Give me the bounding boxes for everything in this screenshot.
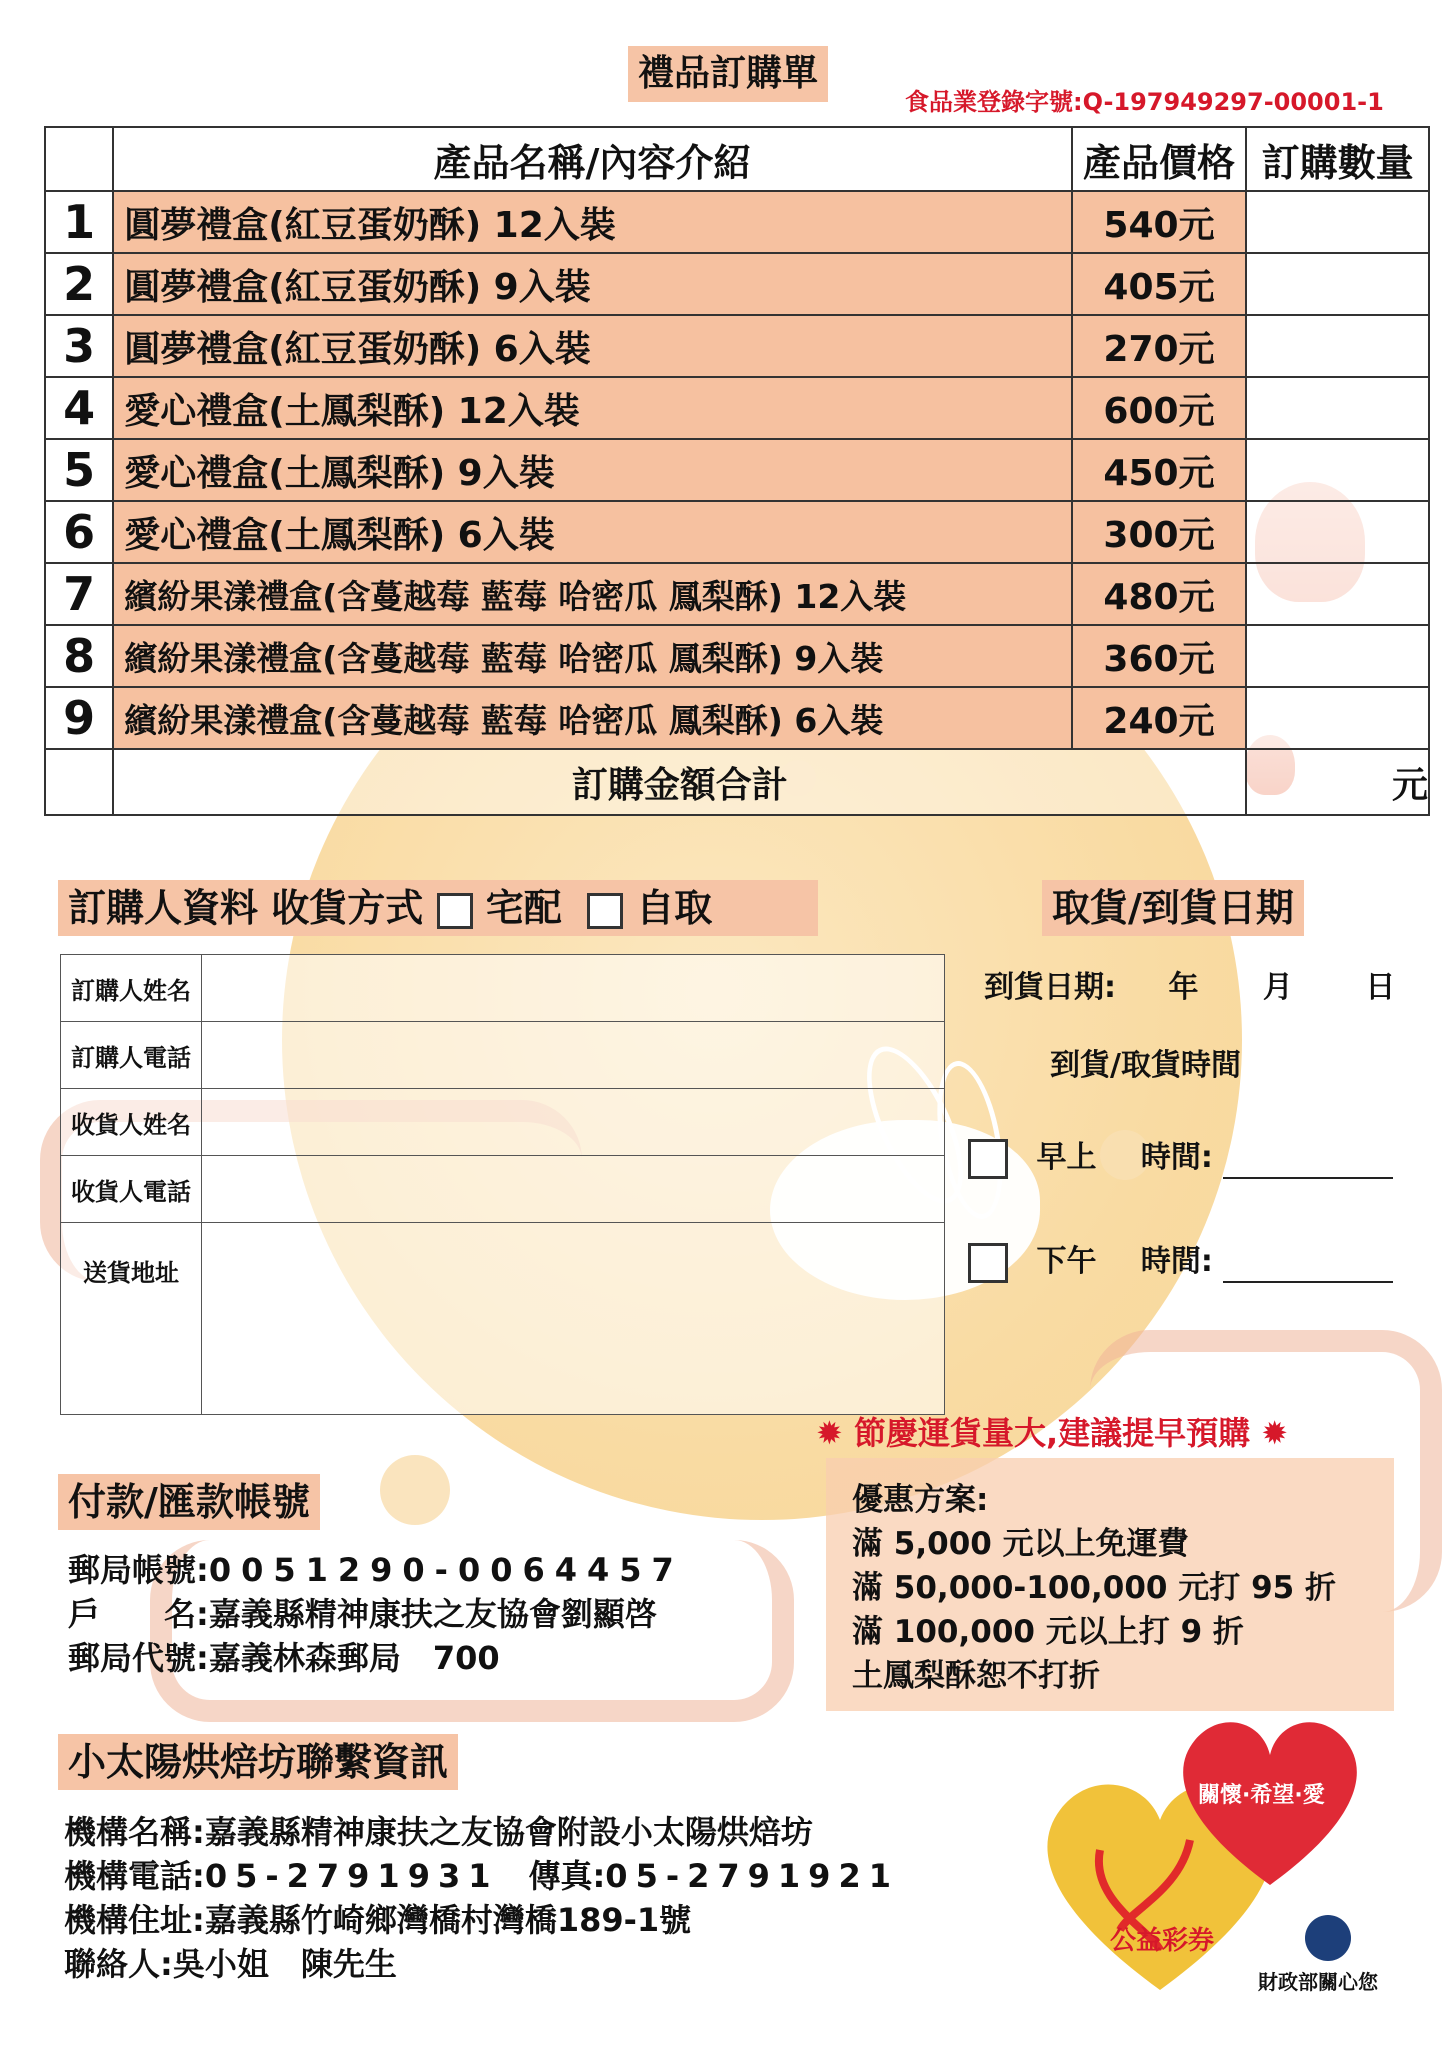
form-row [61,955,945,1022]
arrival-date-label: 到貨日期: [984,970,1116,1005]
pickup-checkbox[interactable] [587,893,623,929]
product-name: 繽紛果漾禮盒(含蔓越莓 藍莓 哈密瓜 鳳梨酥) 9入裝 [113,625,1071,687]
month-label[interactable]: 月 [1262,970,1293,1005]
header-index [45,127,113,191]
product-price: 240元 [1072,687,1247,749]
header-price: 產品價格 [1072,127,1247,191]
fax-number: 05-2791921 [605,1857,899,1895]
header-name: 產品名稱/內容介紹 [113,127,1071,191]
date-heading: 取貨/到貨日期 [1042,880,1304,936]
product-name: 愛心禮盒(土鳳梨酥) 6入裝 [113,501,1071,563]
product-price: 540元 [1072,191,1247,253]
registration-number: 食品業登錄字號:Q-197949297-00001-1 [905,88,1384,116]
row-number: 1 [45,191,113,253]
promo-title: 優惠方案: [852,1482,989,1518]
receiver-phone-label: 收貨人電話 [61,1156,202,1223]
total-unit[interactable]: 元 [1246,749,1429,815]
receiver-phone-field[interactable] [202,1156,945,1223]
total-row [45,749,1429,815]
total-label: 訂購金額合計 [113,749,1246,815]
red-heart-text: 關懷·希望·愛 [1198,1783,1325,1808]
day-label[interactable]: 日 [1365,970,1396,1005]
product-table [44,126,1430,816]
form-row [61,1022,945,1089]
buyer-heading: 訂購人資料 [68,886,259,930]
row-number: 7 [45,563,113,625]
quantity-cell[interactable] [1246,501,1429,563]
table-row [45,687,1429,749]
table-header-row [45,127,1429,191]
branch-name: 嘉義林森郵局 700 [208,1639,500,1677]
star-icon: ✹ [1261,1414,1289,1452]
product-price: 600元 [1072,377,1247,439]
product-price: 270元 [1072,315,1247,377]
table-row [45,625,1429,687]
holder-label: 戶 名: [68,1595,209,1633]
table-row [45,501,1429,563]
arrival-date-row [984,962,1414,1006]
row-number: 2 [45,253,113,315]
morning-row [968,1132,1393,1179]
quantity-cell[interactable] [1246,439,1429,501]
morning-checkbox[interactable] [968,1139,1008,1179]
phone-number: 05-2791931 [204,1857,499,1895]
quantity-cell[interactable] [1246,253,1429,315]
red-heart-logo [1170,1700,1370,1890]
row-number: 8 [45,625,113,687]
payment-heading: 付款/匯款帳號 [58,1474,320,1530]
time-label: 時間: [1140,1140,1213,1175]
table-row [45,563,1429,625]
receiver-name-field[interactable] [202,1089,945,1156]
account-row [68,1548,684,1592]
shipping-notice [816,1408,1288,1454]
org-row [64,1810,899,1854]
branch-row [68,1636,684,1680]
product-name: 圓夢禮盒(紅豆蛋奶酥) 6入裝 [113,315,1071,377]
person-row [64,1942,899,1986]
person-label: 聯絡人: [64,1945,173,1983]
product-name: 圓夢禮盒(紅豆蛋奶酥) 12入裝 [113,191,1071,253]
quantity-cell[interactable] [1246,625,1429,687]
product-price: 405元 [1072,253,1247,315]
product-price: 480元 [1072,563,1247,625]
address-row [64,1898,899,1942]
promo-line: 土鳳梨酥恕不打折 [852,1658,1100,1694]
buyer-name-field[interactable] [202,955,945,1022]
address-text: 嘉義縣竹崎鄉灣橋村灣橋189-1號 [204,1901,692,1939]
receiver-name-label: 收貨人姓名 [61,1089,202,1156]
afternoon-time-input[interactable] [1223,1251,1393,1283]
delivery-heading: 收貨方式 [271,886,424,930]
address-field[interactable] [202,1223,945,1415]
phone-label: 機構電話: [64,1857,205,1895]
contact-heading: 小太陽烘焙坊聯繫資訊 [58,1734,458,1790]
row-number: 3 [45,315,113,377]
phone-row [64,1854,899,1898]
promo-line: 滿 100,000 元以上打 9 折 [852,1614,1244,1650]
quantity-cell[interactable] [1246,315,1429,377]
total-index-cell [45,749,113,815]
product-name: 愛心禮盒(土鳳梨酥) 9入裝 [113,439,1071,501]
holder-row [68,1592,684,1636]
buyer-phone-field[interactable] [202,1022,945,1089]
table-row [45,377,1429,439]
pickup-label: 自取 [636,886,713,930]
ministry-logo-icon [1305,1915,1351,1961]
promo-line: 滿 5,000 元以上免運費 [852,1526,1189,1562]
notice-text: 節慶運貨量大,建議提早預購 [853,1414,1251,1452]
ministry-text: 財政部關心您 [1258,1970,1378,1994]
page-title: 禮品訂購單 [628,46,828,102]
person-names: 吳小姐 陳先生 [172,1945,397,1983]
afternoon-label: 下午 [1036,1244,1097,1279]
form-row [61,1089,945,1156]
morning-label: 早上 [1036,1140,1097,1175]
row-number: 5 [45,439,113,501]
header-qty: 訂購數量 [1246,127,1429,191]
table-row [45,315,1429,377]
star-icon: ✹ [816,1414,843,1452]
morning-time-input[interactable] [1223,1147,1393,1179]
account-number: 0051290-0064457 [208,1551,684,1589]
afternoon-row [968,1236,1393,1283]
buyer-form [60,954,945,1415]
row-number: 4 [45,377,113,439]
product-name: 繽紛果漾禮盒(含蔓越莓 藍莓 哈密瓜 鳳梨酥) 12入裝 [113,563,1071,625]
contact-info [64,1810,899,1986]
row-number: 9 [45,687,113,749]
org-name: 嘉義縣精神康扶之友協會附設小太陽烘焙坊 [204,1813,813,1851]
buyer-name-label: 訂購人姓名 [61,955,202,1022]
afternoon-checkbox[interactable] [968,1243,1008,1283]
fax-label: 傳真: [528,1857,606,1895]
product-name: 愛心禮盒(土鳳梨酥) 12入裝 [113,377,1071,439]
quantity-cell[interactable] [1246,191,1429,253]
promo-line: 滿 50,000-100,000 元打 95 折 [852,1570,1336,1606]
table-row [45,191,1429,253]
address-label: 送貨地址 [61,1223,202,1415]
time-heading: 到貨/取貨時間 [1050,1048,1241,1083]
home-delivery-checkbox[interactable] [437,893,473,929]
quantity-cell[interactable] [1246,377,1429,439]
product-name: 繽紛果漾禮盒(含蔓越莓 藍莓 哈密瓜 鳳梨酥) 6入裝 [113,687,1071,749]
form-row [61,1156,945,1223]
org-label: 機構名稱: [64,1813,205,1851]
year-label[interactable]: 年 [1168,970,1199,1005]
row-number: 6 [45,501,113,563]
home-delivery-label: 宅配 [485,886,562,930]
buyer-section-heading [58,880,818,936]
product-price: 450元 [1072,439,1247,501]
product-price: 300元 [1072,501,1247,563]
decor-dot [380,1455,450,1525]
holder-name: 嘉義縣精神康扶之友協會劉顯啓 [208,1595,657,1633]
account-label: 郵局帳號: [68,1551,209,1589]
quantity-cell[interactable] [1246,563,1429,625]
product-price: 360元 [1072,625,1247,687]
quantity-cell[interactable] [1246,687,1429,749]
product-name: 圓夢禮盒(紅豆蛋奶酥) 9入裝 [113,253,1071,315]
promo-box [826,1458,1394,1711]
branch-label: 郵局代號: [68,1639,209,1677]
table-row [45,253,1429,315]
gold-heart-text: 公益彩券 [1110,1926,1215,1956]
address-label: 機構住址: [64,1901,205,1939]
time-label: 時間: [1140,1244,1213,1279]
table-row [45,439,1429,501]
form-row [61,1223,945,1415]
payment-info [68,1548,684,1680]
buyer-phone-label: 訂購人電話 [61,1022,202,1089]
